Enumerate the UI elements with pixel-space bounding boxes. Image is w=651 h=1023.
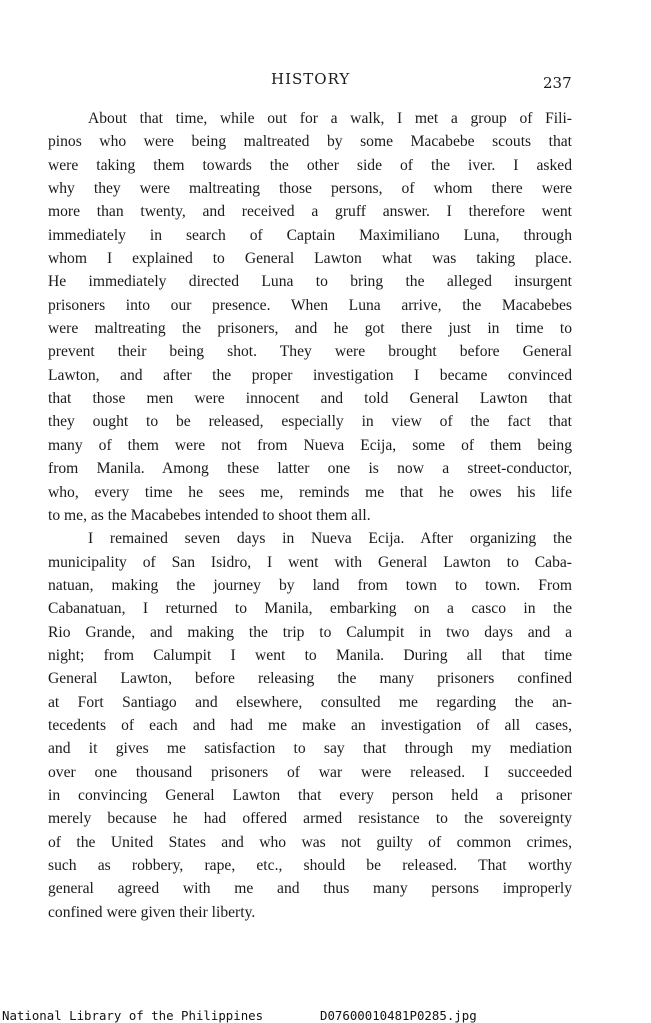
text-line: from Manila. Among these latter one is now a street-conductor, [48, 460, 572, 478]
text-line: many of them were not from Nueva Ecija, some of them being [48, 436, 572, 454]
text-line: merely because he had offered armed resistance to the sovereignty [48, 810, 572, 828]
page-number: 237 [543, 74, 572, 92]
text-line: tecedents of each and had me make an investigation of all cases, [48, 716, 572, 734]
text-line: confined were given their liberty. [48, 903, 256, 921]
body-text [48, 107, 572, 924]
text-line: who, every time he sees me, reminds me that he owes his life [48, 483, 572, 501]
running-head [0, 70, 651, 94]
text-line: Lawton, and after the proper investigation I became convinced [48, 366, 572, 384]
text-line: immediately in search of Captain Maximiliano Luna, through [48, 226, 572, 244]
running-title: HISTORY [271, 70, 351, 88]
text-line: were maltreating the prisoners, and he got there just in time to [48, 320, 572, 338]
text-line: municipality of San Isidro, I went with General Lawton to Caba- [48, 553, 572, 571]
text-line: such as robbery, rape, etc., should be released. That worthy [48, 857, 572, 874]
text-line: prevent their being shot. They were brought before General [48, 343, 572, 361]
text-line: prisoners into our presence. When Luna arrive, the Macabebes [48, 296, 572, 314]
text-line: About that time, while out for a walk, I met a group of Fili- [88, 110, 572, 127]
text-line: over one thousand prisoners of war were released. I succeeded [48, 763, 572, 781]
text-line: of the United States and who was not guilty of common crimes, [48, 833, 572, 851]
text-line: were taking them towards the other side of the iver. I asked [48, 156, 572, 174]
paragraph-1 [48, 107, 572, 527]
text-line: why they were maltreating those persons, of whom there were [48, 180, 572, 198]
text-line: in convincing General Lawton that every person held a prisoner [48, 786, 572, 804]
text-line: they ought to be released, especially in view of the fact that [48, 413, 572, 431]
text-line: and it gives me satisfaction to say that through my mediation [48, 740, 572, 758]
text-line: more than twenty, and received a gruff answer. I therefore went [48, 203, 572, 221]
scan-footer [0, 1008, 651, 1023]
text-line: to me, as the Macabebes intended to shoot them all. [48, 506, 371, 524]
text-line: whom I explained to General Lawton what was taking place. [48, 250, 572, 268]
text-line: Rio Grande, and making the trip to Calumpit in two days and a [48, 623, 572, 641]
text-line: night; from Calumpit I went to Manila. During all that time [48, 646, 572, 664]
text-line: general agreed with me and thus many persons improperly [48, 880, 572, 898]
text-line: that those men were innocent and told General Lawton that [48, 390, 572, 408]
text-line: He immediately directed Luna to bring the alleged insurgent [48, 273, 572, 291]
text-line: General Lawton, before releasing the many prisoners confined [48, 670, 572, 688]
text-line: pinos who were being maltreated by some Macabebe scouts that [48, 133, 572, 151]
text-line: Cabanatuan, I returned to Manila, embarking on a casco in the [48, 600, 572, 618]
text-line: natuan, making the journey by land from town to town. From [48, 576, 572, 594]
paragraph-2 [48, 527, 572, 924]
text-line: I remained seven days in Nueva Ecija. After organizing the [88, 530, 572, 548]
text-line: at Fort Santiago and elsewhere, consulted me regarding the an- [48, 693, 572, 711]
footer-filename: D07600010481P0285.jpg [320, 1008, 477, 1023]
footer-source: National Library of the Philippines [2, 1008, 264, 1023]
